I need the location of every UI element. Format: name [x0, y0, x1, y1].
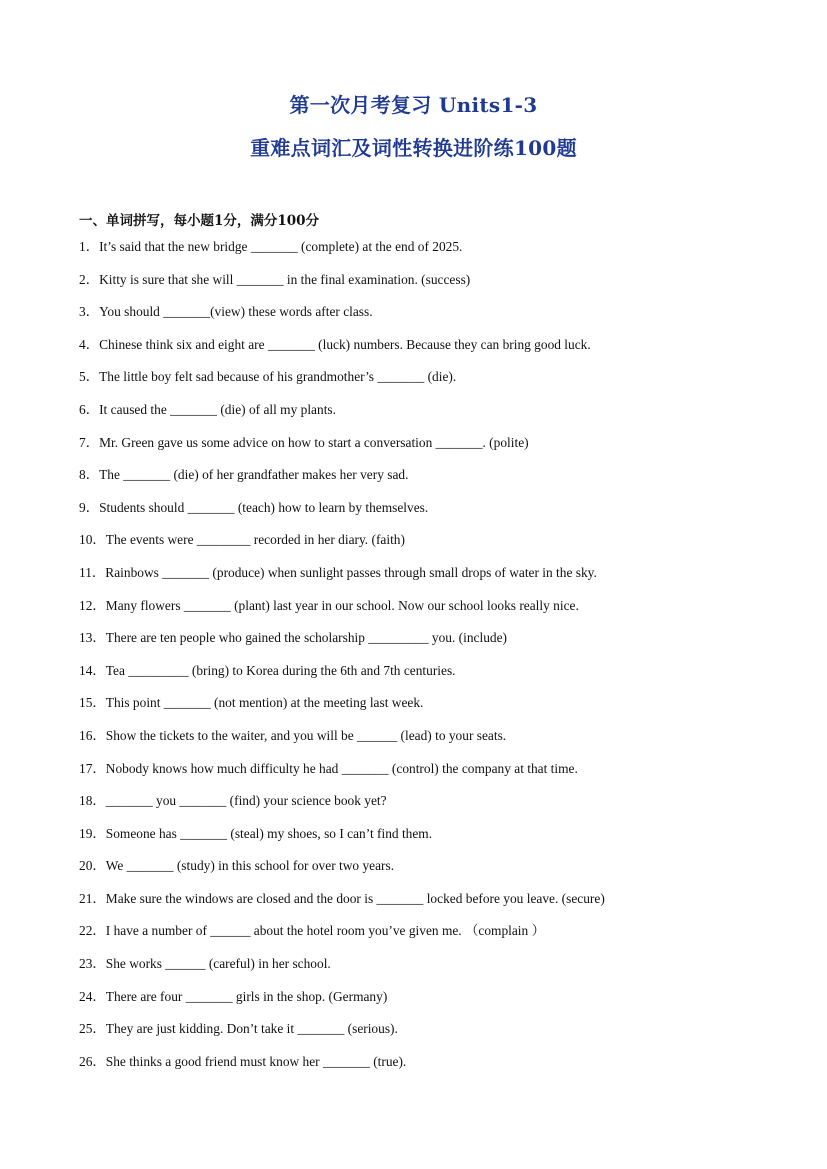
- question-item: [79, 366, 759, 399]
- question-item: [79, 1051, 759, 1084]
- question-item: [79, 855, 759, 888]
- question-item: [79, 269, 759, 302]
- question-text: The little boy felt sad because of his grandmother’s _______ (die).: [99, 369, 457, 385]
- question-number: 3．: [79, 304, 100, 320]
- question-number: 24．: [79, 988, 106, 1004]
- question-number: 5．: [79, 369, 100, 385]
- question-text: You should _______(view) these words after class.: [99, 304, 373, 320]
- question-text: Tea _________ (bring) to Korea during the 6th and 7th centuries.: [105, 662, 456, 678]
- question-text: Chinese think six and eight are _______ (luck) numbers. Because they can bring good luck.: [99, 336, 591, 352]
- question-number: 16．: [79, 727, 106, 743]
- question-text: Show the tickets to the waiter, and you will be ______ (lead) to your seats.: [105, 727, 507, 743]
- question-text: They are just kidding. Don’t take it _______ (serious).: [105, 1021, 398, 1037]
- question-item: [79, 464, 759, 497]
- question-item: [79, 660, 759, 693]
- question-item: [79, 986, 759, 1019]
- question-number: 18．: [79, 793, 106, 809]
- question-item: [79, 953, 759, 986]
- question-number: 4．: [79, 336, 100, 352]
- question-text: This point _______ (not mention) at the meeting last week.: [105, 695, 424, 711]
- question-item: [79, 595, 759, 628]
- question-text: Make sure the windows are closed and the door is _______ locked before you leave. (secure): [105, 890, 605, 906]
- question-number: 21．: [79, 890, 106, 906]
- question-item: [79, 790, 759, 823]
- question-number: 14．: [79, 662, 106, 678]
- question-number: 19．: [79, 825, 106, 841]
- question-item: [79, 301, 759, 334]
- section-heading: 一、单词拼写，每小题1分，满分100分: [79, 213, 320, 229]
- question-text: It’s said that the new bridge _______ (complete) at the end of 2025.: [99, 239, 463, 254]
- question-number: 2．: [79, 271, 100, 287]
- question-number: 22．: [79, 923, 106, 939]
- question-number: 10．: [79, 532, 106, 548]
- question-text: Rainbows _______ (produce) when sunlight passes through small drops of water in the sky.: [105, 564, 597, 580]
- question-number: 1．: [79, 239, 100, 254]
- document-title: 第一次月考复习 Units1-3: [289, 93, 538, 117]
- question-item: [79, 562, 759, 595]
- question-text: The _______ (die) of her grandfather makes her very sad.: [99, 467, 409, 483]
- document-subtitle: 重难点词汇及词性转换进阶练100题: [250, 136, 577, 160]
- question-item: [79, 529, 759, 562]
- question-text: She works ______ (careful) in her school.: [105, 956, 331, 972]
- question-item: [79, 758, 759, 791]
- question-text: _______ you _______ (find) your science book yet?: [105, 793, 387, 809]
- question-item: [79, 1018, 759, 1051]
- question-number: 7．: [79, 434, 100, 450]
- question-number: 12．: [79, 597, 106, 613]
- question-number: 25．: [79, 1021, 106, 1037]
- question-number: 26．: [79, 1053, 106, 1069]
- question-text: It caused the _______ (die) of all my plants.: [99, 401, 336, 417]
- question-number: 20．: [79, 858, 106, 874]
- question-item: [79, 236, 759, 269]
- question-item: [79, 497, 759, 530]
- question-text: Someone has _______ (steal) my shoes, so I can’t find them.: [105, 825, 433, 841]
- question-number: 11．: [79, 564, 106, 580]
- question-item: [79, 920, 759, 953]
- question-item: [79, 888, 759, 921]
- question-text: Mr. Green gave us some advice on how to start a conversation _______. (polite): [99, 434, 529, 450]
- question-list: [79, 236, 759, 1083]
- question-number: 9．: [79, 499, 100, 515]
- question-item: [79, 692, 759, 725]
- question-text: She thinks a good friend must know her _______ (true).: [105, 1053, 407, 1069]
- question-text: The events were ________ recorded in her diary. (faith): [105, 532, 405, 548]
- question-item: [79, 399, 759, 432]
- question-number: 8．: [79, 467, 100, 483]
- question-text: Nobody knows how much difficulty he had _______ (control) the company at that time.: [105, 760, 578, 776]
- question-number: 15．: [79, 695, 106, 711]
- question-item: [79, 627, 759, 660]
- question-text: There are ten people who gained the scholarship _________ you. (include): [105, 630, 508, 646]
- question-text: Many flowers _______ (plant) last year in our school. Now our school looks really nice.: [105, 597, 579, 613]
- question-text: We _______ (study) in this school for over two years.: [105, 858, 395, 874]
- question-text: There are four _______ girls in the shop. (Germany): [105, 988, 388, 1004]
- question-item: [79, 725, 759, 758]
- question-item: [79, 823, 759, 856]
- question-item: [79, 334, 759, 367]
- question-number: 23．: [79, 956, 106, 972]
- question-text: Kitty is sure that she will _______ in the final examination. (success): [99, 271, 471, 287]
- question-item: [79, 432, 759, 465]
- question-text: Students should _______ (teach) how to learn by themselves.: [99, 499, 429, 515]
- question-text: I have a number of ______ about the hotel room you’ve given me. （complain ）: [105, 923, 545, 939]
- question-number: 13．: [79, 630, 106, 646]
- question-number: 6．: [79, 401, 100, 417]
- question-number: 17．: [79, 760, 106, 776]
